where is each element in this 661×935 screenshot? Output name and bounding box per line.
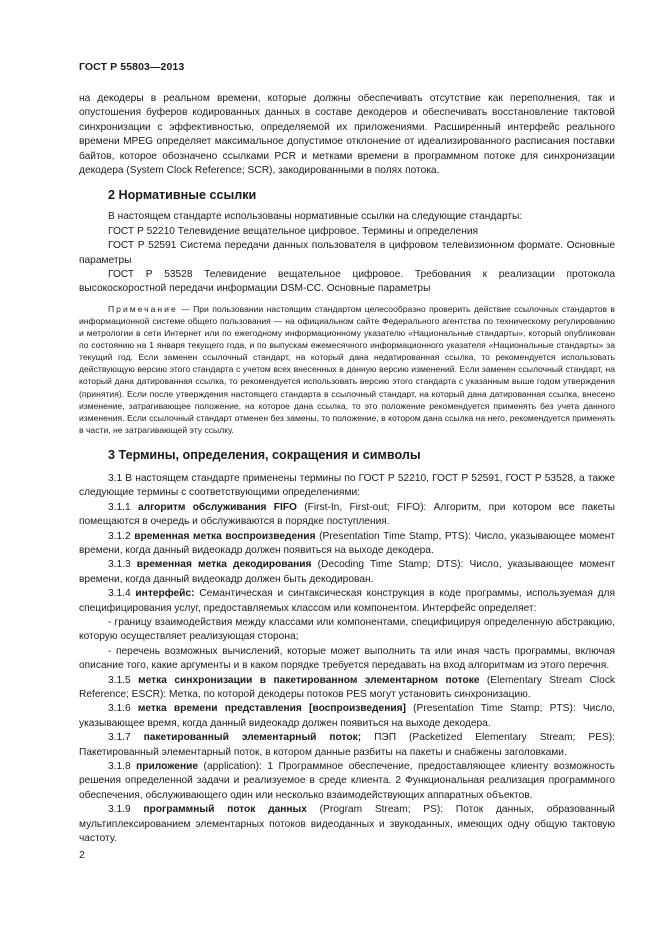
term-name: метка синхронизации в пакетированном элементарном потоке: [138, 674, 480, 686]
term-name: алгоритм обслуживания FIFO: [137, 501, 297, 513]
term-definition: (application): 1 Программное обеспечение, предоставляющее клиенту возможность решения определенной задачи и реализуемое в среде клиента. 2 Функциональная реализация программного обеспечения, обслуживающего один или несколько взаимодействующих аппаратных объектов.: [79, 761, 615, 801]
term-definition: (Elementary Stream Clock Reference; ESCR): Метка, по которой декодеры потоков PES могут установить синхронизацию.: [79, 674, 616, 700]
term-name: временная метка декодирования: [136, 559, 312, 571]
term-entry: [79, 731, 615, 760]
page-content: [79, 92, 615, 846]
term-number: 3.1.7: [108, 732, 144, 744]
note-text: — При пользовании настоящим стандартом целесообразно проверить действие ссылочных стандартов в информационной системе общего пользования — на официальном сайте Федерального агентства по техническому регулированию и метрологии в сети Интернет или по ежегодному информационному указателю «Национальные стандарты», который опубликован по состоянию на 1 января текущего года, и по выпускам ежемесячного информационного указателя «Национальные стандарты» за текущий год. Если заменен ссылочный стандарт, на который дана недатированная ссылка, то рекомендуется использовать действующую версию этого стандарта с учетом всех внесенных в данную версию изменений. Если заменен ссылочный стандарт, на который дана датированная ссылка, то рекомендуется использовать версию этого стандарта с указанным выше годом утверждения (принятия). Если после утверждения настоящего стандарта в ссылочный стандарт, на который дана датированная ссылка, внесено изменение, затрагивающее положение, на которое дана ссылка, то это положение рекомендуется применять без учета данного изменения. Если ссылочный стандарт отменен без замены, то положение, в котором дана ссылка на него, рекомендуется применять в части, не затрагивающей эту ссылку.: [79, 303, 615, 435]
term-definition: (Program Stream; PS): Поток данных, образованный мультиплексированием элементарных потоков видеоданных и звукоданных, имеющих одну общую тактовую частоту.: [79, 804, 616, 845]
term-entry: [79, 501, 615, 530]
term-definition: (Decoding Time Stamp; DTS): Число, указывающее момент времени, когда данный видеокадр должен быть декодирован.: [79, 559, 615, 585]
term-number: 3.1.8: [108, 761, 137, 773]
term-number: 3.1.6: [108, 703, 138, 715]
term-entry: [79, 530, 615, 559]
term-name: пакетированный элементарный поток;: [143, 732, 362, 744]
term-entry: [79, 674, 615, 703]
term-name: временная метка воспроизведения: [134, 530, 316, 542]
term-number: 3.1.5: [108, 674, 139, 686]
term-entry: [79, 760, 615, 803]
list-item: - перечень возможных вычислений, которые может выполнить та или иная часть программы, включая описание того, какие аргументы и в каком порядке требуется передавать на вход алгоритмам из этого перечня.: [79, 645, 615, 672]
term-number: 3.1.2: [108, 530, 135, 542]
term-definition: (Presentation Time Stamp, PTS): Число, указывающее момент времени, когда данный видеокадр должен появиться на выходе декодера.: [79, 530, 615, 556]
term-entry: [79, 702, 615, 731]
term-number: 3.1.1: [108, 501, 138, 513]
intro-paragraph: на декодеры в реальном времени, которые должны обеспечивать отсутствие как переполнения, так и опустошения буферов кодированных данных в составе декодеров и обеспечивать восстановление тактовой синхронизации с эффективностью, определяемой их приложениями. Расширенный интерфейс реального времени MPEG определяет максимальное допустимое отклонение от идеализированного расписания поставки байтов, которое обозначено ссылками PCR и метками времени в программном потоке для синхронизации декодера (System Clock Reference; SCR), закодированными в полях потока.: [79, 93, 615, 177]
term-number: 3.1.4: [108, 588, 136, 600]
term-name: приложение: [136, 761, 199, 773]
term-definition: (Presentation Time Stamp; PTS): Число, указывающее время, когда данный видеокадр должен появиться на выходе декодера.: [79, 703, 616, 729]
section-2-paragraph: ГОСТ Р 52210 Телевидение вещательное цифровое. Термины и определения: [108, 225, 479, 237]
page-number: 2: [79, 849, 85, 861]
note-paragraph: [79, 303, 615, 436]
term-definition: (First-In, First-out; FIFO): Алгоритм, при котором все пакеты помещаются в очередь и обслуживаются в порядке поступления.: [79, 501, 615, 528]
note-label: Примечание: [108, 303, 178, 314]
term-number: 3.1.3: [108, 559, 137, 571]
section-3-intro: 3.1 В настоящем стандарте применены термины по ГОСТ Р 52210, ГОСТ Р 52591, ГОСТ Р 53528, а также следующие термины с соответствующими определениями:: [79, 472, 615, 499]
term-entry: [79, 587, 615, 616]
term-name: метка времени представления [воспроизведения]: [137, 703, 406, 715]
section-2-paragraph: ГОСТ Р 53528 Телевидение вещательное цифровое. Требования к реализации протокола высокоскоростной передачи информации DSM-CC. Основные параметры: [79, 269, 615, 295]
term-definition: ПЭП (Packetized Elementary Stream; PES): Пакетированный элементарный поток, в котором данные разбиты на пакеты и снабжены заголовками.: [79, 732, 615, 758]
section-3-title: 3 Термины, определения, сокращения и символы: [108, 447, 421, 462]
term-name: интерфейс:: [135, 588, 195, 600]
term-definition: Семантическая и синтаксическая конструкция в коде программы, используемая для специфицирования услуг, предоставляемых классом или компонентом. Интерфейс определяет:: [79, 588, 615, 614]
section-2-title: 2 Нормативные ссылки: [108, 188, 257, 203]
section-2-paragraph: ГОСТ Р 52591 Система передачи данных пользователя в цифровом телевизионном формате. Основные параметры: [79, 240, 615, 266]
term-entry: [79, 803, 615, 846]
list-item: - границу взаимодействия между классами или компонентами, специфицируя определенную абстракцию, которую осуществляет реализующая сторона;: [79, 616, 615, 643]
term-entry: [79, 558, 615, 587]
section-2-paragraph: В настоящем стандарте использованы нормативные ссылки на следующие стандарты:: [108, 211, 523, 223]
document-header: ГОСТ Р 55803—2013: [79, 61, 185, 73]
term-name: программный поток данных: [143, 804, 307, 816]
term-number: 3.1.9: [108, 804, 144, 816]
